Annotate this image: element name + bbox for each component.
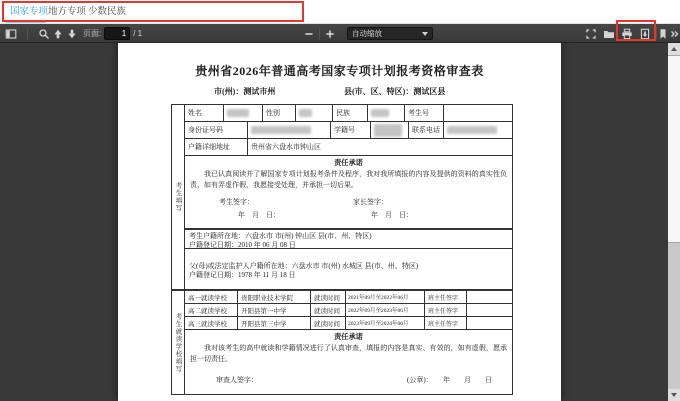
- review-date-label: 年 月 日: [443, 376, 492, 384]
- page-number-label: 页面:: [83, 29, 102, 38]
- attend-time-value: 2022年09月至2023年06月: [346, 304, 425, 316]
- candidate-date-label: 年 月 日：: [238, 211, 280, 219]
- redacted-value: [371, 109, 389, 117]
- scroll-down-button[interactable]: [668, 389, 680, 401]
- toolbar-zoom-group: [302, 24, 433, 43]
- address-value: 贵州省六盘水市钟山区: [251, 143, 321, 151]
- scroll-up-button[interactable]: [668, 43, 680, 55]
- sidebar-toggle-icon: [5, 28, 17, 40]
- page-up-icon: [52, 28, 64, 40]
- parent-signature-label: 家长签字：: [353, 198, 388, 206]
- grade-school-label: 高一就读学校: [185, 291, 238, 303]
- attend-time-label: 就读时间: [311, 317, 346, 329]
- attend-time-label: 就读时间: [311, 291, 346, 303]
- sidebar-toggle-button[interactable]: [4, 26, 18, 41]
- presentation-mode-icon: [585, 28, 597, 40]
- triangle-down-icon: [671, 393, 677, 397]
- presentation-mode-button[interactable]: [584, 26, 598, 41]
- section-label: 考生就读学校填写: [174, 312, 182, 373]
- commitment-header: 责任承诺: [334, 159, 363, 167]
- teacher-sign-value: [467, 317, 512, 329]
- guardian-line1: 父(母)或法定监护人户籍所在地：六盘水市 市(州) 水城区 县(市、州、特区): [189, 262, 419, 270]
- toolbar-left-group: [4, 24, 142, 43]
- gender-value: [296, 105, 333, 121]
- print-icon: [621, 28, 633, 40]
- redacted-value: [299, 109, 312, 117]
- commitment-header: 责任承诺: [334, 333, 363, 341]
- commitment-school-block: [185, 330, 512, 396]
- table-row: [185, 139, 512, 156]
- name-value: [224, 105, 263, 121]
- toolbar-separator: [27, 28, 28, 40]
- more-tools-button[interactable]: [669, 26, 680, 41]
- page-number-input[interactable]: [104, 27, 130, 40]
- section-label: 考生填写: [174, 182, 182, 212]
- school-row-grade1: [185, 291, 512, 304]
- section-candidate-fill: [172, 105, 184, 291]
- id-number-label: 身份证号码: [185, 122, 248, 138]
- student-no-label: 学籍号: [331, 122, 371, 138]
- school-row-grade2: [185, 304, 512, 317]
- guardian-text: [185, 249, 418, 289]
- download-button[interactable]: [638, 26, 652, 41]
- page-down-icon: [66, 28, 78, 40]
- tab-national-special[interactable]: 国家专项: [10, 6, 49, 17]
- teacher-sign-label: 班主任签字: [425, 317, 467, 329]
- document-title: 贵州省2026年普通高考国家专项计划报考资格审查表: [195, 64, 484, 78]
- bookmark-icon: [657, 28, 669, 40]
- gender-label: 性别: [263, 105, 296, 121]
- official-seal-label: (公章)：: [407, 376, 433, 384]
- redacted-value: [227, 109, 249, 117]
- tab-ethnic-minority[interactable]: 少数民族: [88, 6, 127, 17]
- tab-bar: [0, 0, 680, 24]
- phone-value: [444, 122, 512, 138]
- id-number-value: [248, 122, 331, 138]
- parent-date-label: 年 月 日：: [371, 211, 413, 219]
- page-up-button[interactable]: [51, 26, 65, 41]
- zoom-out-icon: [303, 28, 315, 40]
- phone-label: 联系电话: [409, 122, 444, 138]
- review-form-table: [171, 104, 513, 395]
- teacher-sign-label: 班主任签字: [425, 291, 467, 303]
- redacted-value: [447, 126, 497, 134]
- name-label: 姓名: [185, 105, 224, 121]
- commitment-candidate-block: [185, 156, 512, 230]
- school-row-grade3: [185, 317, 512, 330]
- vertical-scrollbar: [668, 43, 680, 401]
- more-tools-icon: [669, 28, 680, 40]
- pdf-viewer-canvas: [0, 43, 680, 401]
- address-label: 户籍详细地址: [185, 139, 248, 155]
- teacher-sign-label: 班主任签字: [425, 304, 467, 316]
- zoom-in-icon: [324, 28, 336, 40]
- commitment-body: 我已认真阅读并了解国家专项计划报考条件及程序，我对我所填报的内容及提供的资料的真实性负责，如有弄虚作假，我愿接受处理，并承担一切后果。: [190, 170, 507, 189]
- ethnic-value: [368, 105, 405, 121]
- table-content: [185, 105, 512, 394]
- search-icon: [38, 28, 50, 40]
- grade-school-label: 高二就读学校: [185, 304, 238, 316]
- toolbar-separator: [319, 28, 320, 40]
- bookmark-button[interactable]: [656, 26, 670, 41]
- residence-text: [185, 230, 372, 248]
- grade-school-label: 高三就读学校: [185, 317, 238, 329]
- chevron-down-icon: [422, 32, 428, 36]
- page-count: / 1: [133, 29, 143, 38]
- zoom-in-button[interactable]: [323, 26, 337, 41]
- candidate-signature-label: 考生签字：: [219, 198, 254, 206]
- guardian-residence-row: [185, 249, 512, 291]
- residence-line1: 考生户籍所在地：六盘水市 市(州) 钟山区 县(市、州、特区): [189, 232, 372, 240]
- examinee-no-label: 考生号: [405, 105, 444, 121]
- attend-time-value: 2021年09月至2022年06月: [346, 291, 425, 303]
- student-no-value: [371, 122, 409, 138]
- search-button[interactable]: [37, 26, 51, 41]
- region-city-field: 市(州)：测试市州: [214, 87, 276, 96]
- zoom-level-value: 自动缩放: [352, 29, 382, 38]
- residence-line2: 户籍登记日期：2010 年 06 月 08 日: [189, 241, 296, 249]
- redacted-value: [251, 126, 311, 134]
- redacted-value: [374, 124, 402, 137]
- active-tab-indicator: [5, 20, 46, 23]
- scrollbar-thumb[interactable]: [668, 55, 680, 243]
- region-county-field: 县(市、区、特区)：测试区县: [344, 87, 446, 96]
- print-button[interactable]: [620, 26, 634, 41]
- reviewer-signature-label: 审查人签字：: [216, 376, 258, 384]
- attend-time-label: 就读时间: [311, 304, 346, 316]
- open-file-button[interactable]: [602, 26, 616, 41]
- pdf-toolbar: [0, 24, 680, 43]
- zoom-out-button[interactable]: [302, 26, 316, 41]
- school-name: 开阳县第三中学: [238, 317, 311, 329]
- section-school-fill: [172, 291, 184, 394]
- table-left-label-column: [172, 105, 185, 394]
- guardian-line2: 户籍登记日期：1978 年 11 月 18 日: [189, 271, 296, 279]
- table-row: [185, 122, 512, 139]
- school-name: 开阳县第一中学: [238, 304, 311, 316]
- ethnic-label: 民族: [333, 105, 368, 121]
- open-file-icon: [603, 28, 615, 40]
- tab-local-special[interactable]: 地方专项: [48, 6, 87, 17]
- page-down-button[interactable]: [65, 26, 79, 41]
- candidate-residence-row: [185, 230, 512, 249]
- triangle-up-icon: [671, 47, 677, 51]
- zoom-level-select[interactable]: [347, 27, 433, 40]
- teacher-sign-value: [467, 304, 512, 316]
- school-name: 贵阳职业技术学院: [238, 291, 311, 303]
- download-icon: [639, 28, 651, 40]
- examinee-no-value: [444, 105, 512, 121]
- commitment-body: 我对该考生的高中就读和学籍情况进行了认真审查，填报的内容是真实、有效的，如有虚假，愿承担一切责任。: [190, 344, 507, 363]
- pdf-page: [118, 43, 561, 401]
- teacher-sign-value: [467, 291, 512, 303]
- attend-time-value: 2023年09月至2024年06月: [346, 317, 425, 329]
- table-row: [185, 105, 512, 122]
